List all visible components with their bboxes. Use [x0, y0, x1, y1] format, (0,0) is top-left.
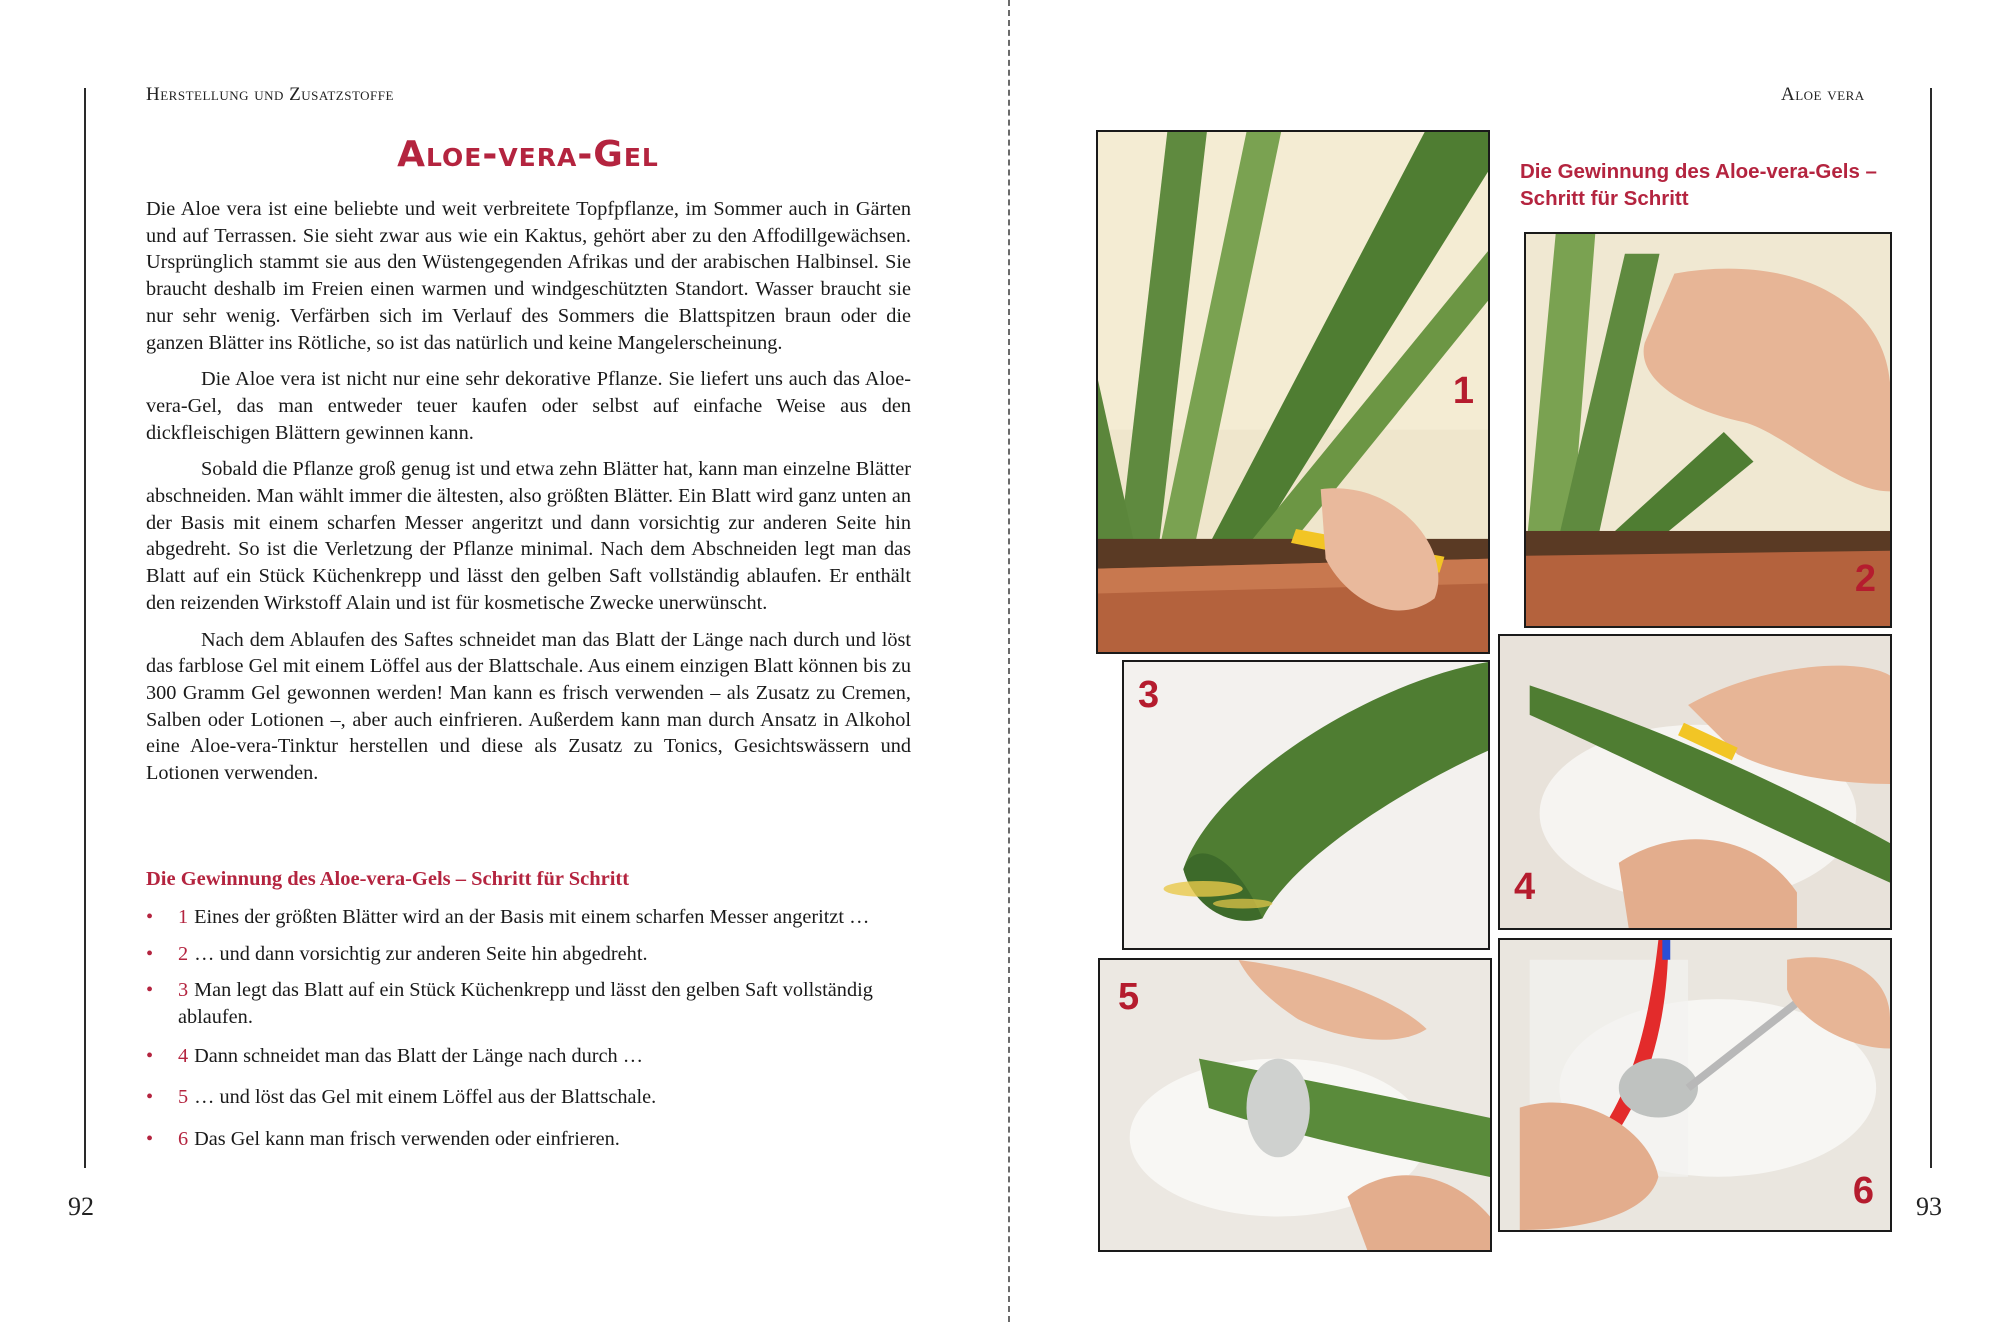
- photo-heading-line-2: Schritt für Schritt: [1520, 187, 1689, 210]
- steps-list: [146, 904, 916, 1153]
- photo-number-3: 3: [1138, 674, 1160, 716]
- spoon-gel-image: [1100, 960, 1490, 1250]
- photo-number-1: 1: [1452, 370, 1474, 412]
- step-number: 4: [178, 1044, 189, 1067]
- step-text: Eines der größten Blätter wird an der Basis mit einem scharfen Messer angeritzt …: [194, 906, 870, 928]
- step-bullet: •: [146, 942, 154, 965]
- photo-step-1: [1096, 130, 1490, 654]
- step-number: 6: [178, 1128, 189, 1151]
- step-bullet: •: [146, 1128, 154, 1151]
- step-item: [146, 1043, 916, 1070]
- step-number: 1: [178, 906, 189, 928]
- leaf-slice-image: [1500, 636, 1890, 928]
- photo-section-heading: [1520, 158, 1900, 212]
- leaf-twist-image: [1526, 234, 1890, 626]
- step-number: 2: [178, 942, 189, 965]
- step-item: [146, 941, 916, 968]
- photo-step-6: [1498, 938, 1892, 1232]
- photo-number-2: 2: [1854, 558, 1876, 600]
- step-item: [146, 904, 916, 931]
- step-bullet: •: [146, 1085, 154, 1108]
- gel-storage-image: [1500, 940, 1890, 1230]
- photo-number-6: 6: [1852, 1170, 1874, 1212]
- step-text: … und dann vorsichtig zur anderen Seite hin abgedreht.: [194, 942, 648, 965]
- steps-heading: Die Gewinnung des Aloe-vera-Gels – Schritt für Schritt: [146, 868, 630, 890]
- step-text: … und löst das Gel mit einem Löffel aus der Blattschale.: [194, 1085, 657, 1108]
- step-item: [146, 1084, 916, 1111]
- right-margin-rule: [1930, 88, 1932, 1168]
- step-item: [146, 977, 916, 1030]
- photo-step-5: [1098, 958, 1492, 1252]
- aloe-plant-cut-image: [1098, 132, 1488, 652]
- paragraph-3: Sobald die Pflanze groß genug ist und etwa zehn Blätter hat, kann man einzelne Blätter abschneiden. Man wählt immer die ältesten, also größten Blätter. Ein Blatt wird ganz unten an der Basis mit einem scharfen Messer angeritzt und dann vorsichtig zur anderen Seite hin abgedreht. So ist die Verletzung der Pflanze minimal. Nach dem Abschneiden legt man das Blatt auf ein Stück Küchenkrepp und lässt den gelben Saft vollständig ablaufen. Er enthält den reizenden Wirkstoff Alain und ist für kosmetische Zwecke unerwünscht.: [146, 458, 911, 614]
- running-head-right: Aloe vera: [1781, 84, 1865, 105]
- step-bullet: •: [146, 1044, 154, 1067]
- left-margin-rule: [84, 88, 86, 1168]
- paragraph-4: Nach dem Ablaufen des Saftes schneidet man das Blatt der Länge nach durch und löst das farblose Gel mit einem Löffel aus der Blattschale. Aus einem einzigen Blatt können bis zu 300 Gramm Gel gewonnen werden! Man kann es frisch verwenden – als Zusatz zu Cremen, Salben oder Lotionen –, aber auch einfrieren. Außerdem kann man durch Ansatz in Alkohol eine Aloe-vera-Tinktur herstellen und diese als Zusatz zu Tonics, Gesichtswässern und Lotionen verwenden.: [146, 628, 911, 785]
- step-bullet: •: [146, 979, 154, 1002]
- photo-number-4: 4: [1514, 866, 1536, 908]
- paragraph-1: Die Aloe vera ist eine beliebte und weit verbreitete Topfpflanze, im Sommer auch in Gärten und auf Terrassen. Sie sieht zwar aus wie ein Kaktus, gehört aber zu den Affodillgewächsen. Ursprünglich stammt sie aus den Wüstengegenden Afrikas und der arabischen Halbinsel. Sie braucht deshalb im Freien einen warmen und windgeschützten Standort. Wasser braucht sie nur sehr wenig. Verfärben sich im Verlauf des Sommers die Blattspitzen braun oder die ganzen Blätter ins Rötliche, so ist das natürlich und keine Mangelerscheinung.: [146, 198, 911, 354]
- photo-step-3: [1122, 660, 1490, 950]
- step-item: [146, 1126, 916, 1153]
- page-number-left: 92: [68, 1192, 94, 1221]
- page-number-right: 93: [1916, 1192, 1942, 1221]
- step-bullet: •: [146, 906, 154, 928]
- step-text: Das Gel kann man frisch verwenden oder einfrieren.: [194, 1128, 620, 1151]
- step-number: 5: [178, 1085, 189, 1108]
- step-text: Dann schneidet man das Blatt der Länge nach durch …: [194, 1044, 643, 1067]
- leaf-draining-image: [1124, 662, 1488, 948]
- photo-number-5: 5: [1118, 976, 1140, 1018]
- page-title: Aloe-vera-Gel: [397, 134, 659, 175]
- body-text: [146, 196, 911, 797]
- photo-step-2: [1524, 232, 1892, 628]
- step-text: Man legt das Blatt auf ein Stück Küchenkrepp und lässt den gelben Saft vollständig ablaufen.: [178, 979, 873, 1029]
- step-number: 3: [178, 979, 189, 1002]
- photo-step-4: [1498, 634, 1892, 930]
- photo-heading-line-1: Die Gewinnung des Aloe-vera-Gels –: [1520, 160, 1877, 183]
- paragraph-2: Die Aloe vera ist nicht nur eine sehr dekorative Pflanze. Sie liefert uns auch das Aloe-vera-Gel, das man entweder teuer kaufen oder selbst auf einfache Weise aus den dickfleischigen Blättern gewinnen kann.: [146, 368, 911, 444]
- running-head-left: Herstellung und Zusatzstoffe: [146, 84, 394, 105]
